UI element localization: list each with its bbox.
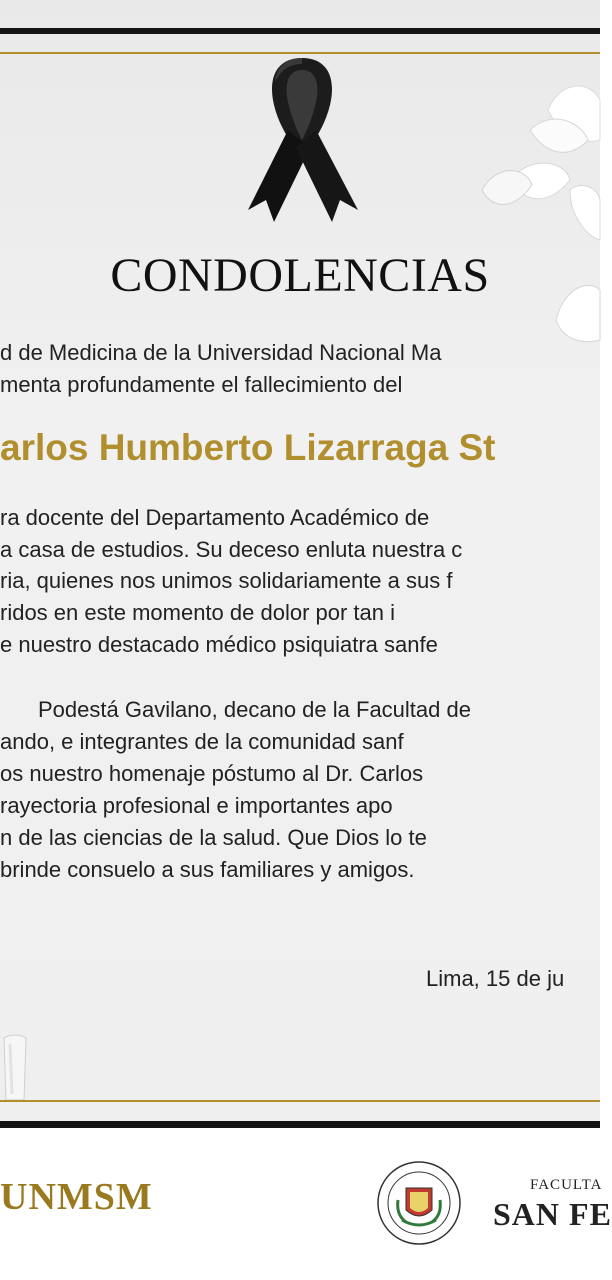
paragraph-line: n de las ciencias de la salud. Que Dios lo te <box>0 825 427 850</box>
mourning-ribbon-icon <box>240 50 365 225</box>
page-title: CONDOLENCIAS <box>110 249 490 302</box>
bottom-black-bar <box>0 1121 600 1128</box>
faculty-seal-icon <box>376 1160 462 1246</box>
paragraph-line: Podestá Gavilano, decano de la Facultad de <box>38 697 471 722</box>
faculty-label-small: FACULTA <box>530 1177 603 1193</box>
paragraph-line: brinde consuelo a sus familiares y amigos. <box>0 857 415 882</box>
faculty-label-large: SAN FE <box>493 1196 612 1232</box>
paragraph-line: a casa de estudios. Su deceso enluta nuestra c <box>0 537 463 562</box>
bottom-gold-rule <box>0 1100 600 1102</box>
date-line: Lima, 15 de ju <box>426 966 565 991</box>
candle-decoration <box>0 1030 30 1100</box>
top-black-bar <box>0 28 600 34</box>
paragraph-line: rayectoria profesional e importantes apo <box>0 793 393 818</box>
intro-line: menta profundamente el fallecimiento del <box>0 372 403 397</box>
paragraph-line: ra docente del Departamento Académico de <box>0 505 430 530</box>
paragraph-line: ria, quienes nos unimos solidariamente a sus f <box>0 568 453 593</box>
deceased-name: arlos Humberto Lizarraga St <box>0 427 496 468</box>
paragraph-line: e nuestro destacado médico psiquiatra sanfe <box>0 632 438 657</box>
paragraph-line: ridos en este momento de dolor por tan i <box>0 600 396 625</box>
intro-line: d de Medicina de la Universidad Nacional Ma <box>0 340 442 365</box>
unmsm-logo-text: UNMSM <box>0 1176 153 1218</box>
paper-flowers-decoration <box>470 70 600 350</box>
paragraph-line: ando, e integrantes de la comunidad sanf <box>0 729 404 754</box>
paragraph-line: os nuestro homenaje póstumo al Dr. Carlos <box>0 761 424 786</box>
